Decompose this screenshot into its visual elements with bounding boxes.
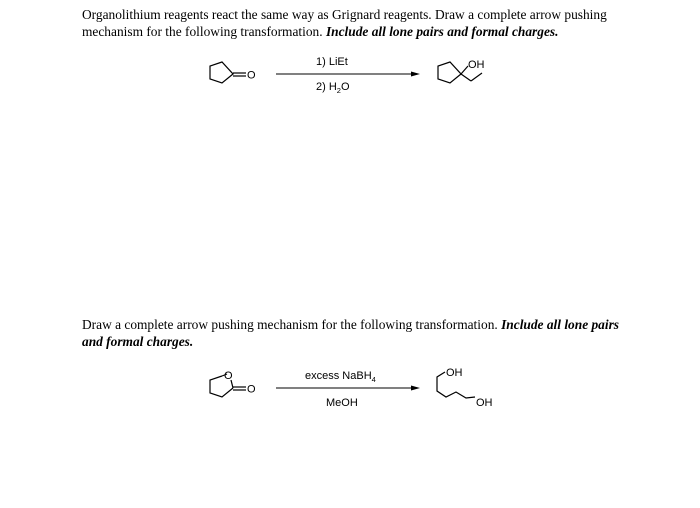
carbonyl-oxygen-label: O (247, 69, 256, 82)
reagent-reductant: excess NaBH$_4$ (305, 370, 376, 384)
ethylcyclopentanol-structure (438, 59, 485, 83)
reagent-step-2: 2) $H_2O$ (316, 81, 350, 95)
question-1-emphasis: Include all lone pairs and formal charges. (325, 23, 559, 39)
hydroxyl-label: OH (468, 59, 485, 71)
diol-top-hydroxyl-label: OH (446, 367, 463, 379)
reaction-scheme-1 (0, 46, 700, 106)
arrow-head (411, 72, 420, 77)
question-1-prompt (82, 7, 642, 40)
reaction-scheme-1-drawing (0, 46, 700, 106)
ring-oxygen-label: O (224, 370, 233, 382)
reaction-scheme-2 (0, 360, 700, 420)
reagent-step-1: 1) LiEt (316, 56, 348, 68)
reagent-solvent: MeOH (326, 397, 358, 409)
carbonyl-oxygen-label: O (247, 383, 256, 396)
cyclopentane-ring (210, 62, 233, 83)
c-o-bond (461, 66, 468, 74)
question-2-prompt (82, 317, 642, 350)
diol-bottom-hydroxyl-label: OH (476, 397, 493, 409)
reaction-arrow-1 (276, 72, 420, 77)
cyclopentanone-structure (210, 62, 256, 83)
question-2-emphasis: Include all lone pairs and formal charges. (82, 317, 620, 349)
lactone-structure (210, 370, 256, 397)
ethyl-bond-1 (461, 74, 471, 81)
question-2-text: Draw a complete arrow pushing mechanism for the following transformation. (82, 317, 502, 332)
diol-structure (437, 367, 493, 409)
question-1-text: Organolithium reagents react the same way as Grignard reagents. Draw a complete arrow pushing mechanism for the following transformation. (82, 7, 607, 39)
product-ring (438, 62, 461, 83)
arrow-head (411, 386, 420, 391)
ethyl-bond-2 (471, 73, 482, 81)
reaction-scheme-2-drawing (0, 360, 700, 420)
reaction-arrow-2 (276, 386, 420, 391)
